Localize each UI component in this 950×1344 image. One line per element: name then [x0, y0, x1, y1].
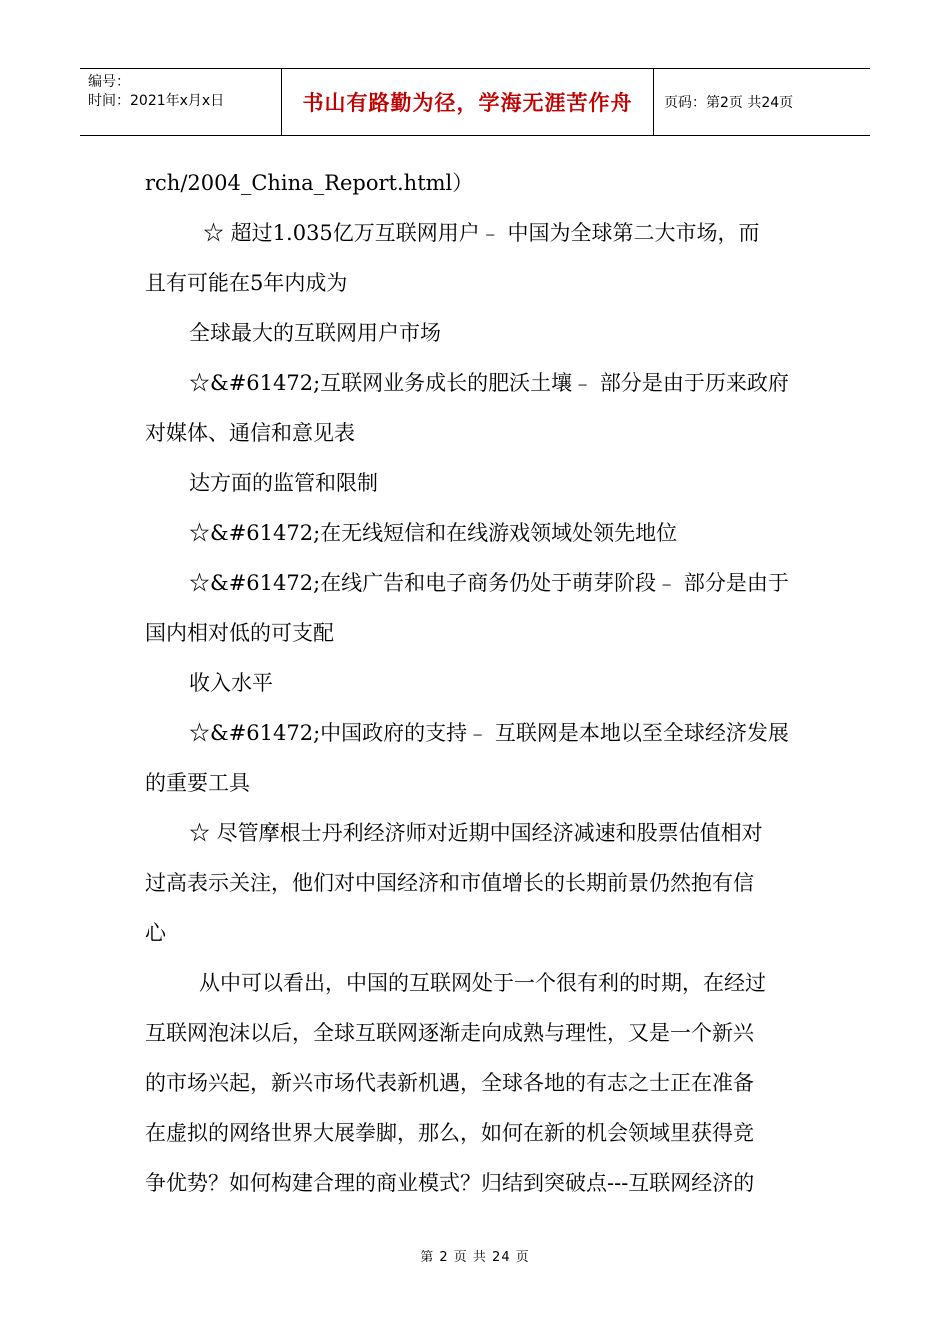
body-line: ☆ 尽管摩根士丹利经济师对近期中国经济减速和股票估值相对: [189, 821, 763, 845]
body-line: ☆&#61472;在线广告和电子商务仍处于萌芽阶段﹣ 部分是由于: [189, 571, 789, 595]
body-line: ☆ 超过1.035亿万互联网用户﹣ 中国为全球第二大市场，而: [203, 221, 760, 245]
body-line: 且有可能在5年内成为: [145, 271, 348, 295]
body-line: 心: [145, 921, 166, 945]
footer-page-number: 第 2 页 共 24 页: [420, 1250, 530, 1265]
header-meta: [80, 69, 282, 135]
body-line: 的市场兴起，新兴市场代表新机遇，全球各地的有志之士正在准备: [145, 1071, 754, 1095]
body-line: 过高表示关注，他们对中国经济和市值增长的长期前景仍然抱有信: [145, 871, 754, 895]
body-line: 对媒体、通信和意见表: [145, 421, 355, 445]
body-line: ☆&#61472;互联网业务成长的肥沃土壤﹣ 部分是由于历来政府: [189, 371, 789, 395]
body-line: 争优势？如何构建合理的商业模式？归结到突破点---互联网经济的: [145, 1171, 755, 1195]
body-line: 全球最大的互联网用户市场: [189, 321, 441, 345]
time-label: 时间：2021年x月x日: [88, 93, 225, 109]
body-line: 互联网泡沫以后，全球互联网逐渐走向成熟与理性，又是一个新兴: [145, 1021, 754, 1045]
body-line: ☆&#61472;在无线短信和在线游戏领域处领先地位: [189, 521, 678, 545]
body-line: 的重要工具: [145, 771, 250, 795]
body-line: rch/2004_China_Report.html）: [145, 171, 474, 195]
body-line: 收入水平: [189, 671, 273, 695]
page-footer: [0, 1246, 950, 1265]
body-line: 从中可以看出，中国的互联网处于一个很有利的时期，在经过: [199, 971, 766, 995]
header-motto-cell: [282, 69, 654, 135]
body-line: 国内相对低的可支配: [145, 621, 334, 645]
body-line: 在虚拟的网络世界大展拳脚，那么，如何在新的机会领域里获得竞: [145, 1121, 754, 1145]
motto: 书山有路勤为径，学海无涯苦作舟: [302, 91, 633, 115]
number-label: 编号：: [88, 74, 130, 90]
page-header: [80, 68, 870, 136]
document-body: [145, 158, 810, 1208]
body-line: 达方面的监管和限制: [189, 471, 378, 495]
body-line: ☆&#61472;中国政府的支持﹣ 互联网是本地以至全球经济发展: [189, 721, 789, 745]
page-info: 页码：第2页 共24页: [664, 95, 794, 111]
header-page-info-cell: [654, 69, 870, 135]
